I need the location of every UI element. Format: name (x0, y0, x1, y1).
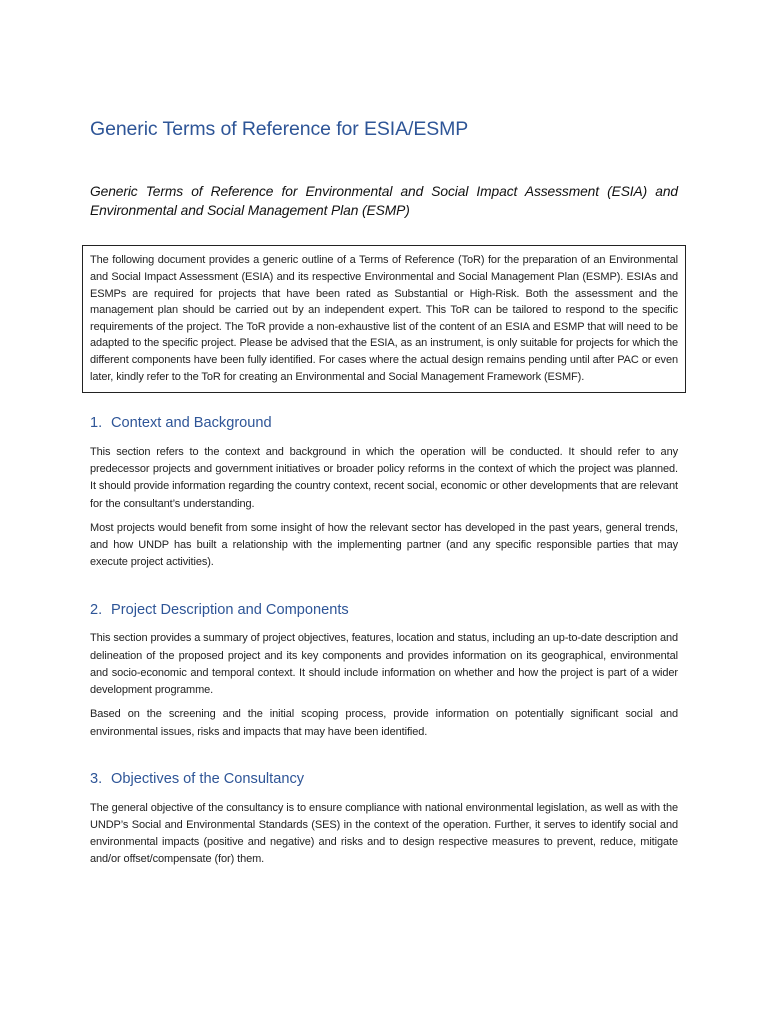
section-heading (90, 602, 678, 620)
section-context-background (90, 415, 678, 572)
section-number: 1. (90, 415, 103, 432)
intro-box: The following document provides a generic outline of a Terms of Reference (ToR) for the preparation of an Environmental and Social Impact Assessment (ESIA) and its respective Environmental and Social Management Plan (ESMP). ESIAs and ESMPs are required for projects that have been rated as Substantial or High-Risk. Both the assessment and the management plan should be carried out by an independent expert. This ToR can be tailored to respond to the specific requirements of the project. The ToR provide a non-exhaustive list of the content of an ESIA and ESMP that will need to be adapted to the specific project. Please be advised that the ESIA, as an instrument, is only suitable for projects for which the different components have been fully identified. For cases where the actual design remains pending until after PAC or even later, kindly refer to the ToR for creating an Environmental and Social Management Framework (ESMF). (82, 245, 686, 393)
section-heading-text: Context and Background (111, 415, 272, 432)
section-heading-text: Project Description and Components (111, 601, 349, 618)
paragraph: The general objective of the consultancy is to ensure compliance with national environmental legislation, as well as with the UNDP’s Social and Environmental Standards (SES) in the context of the operation. Further, it serves to identify social and environmental impacts (positive and negative) and risks and to design respective measures to prevent, reduce, mitigate and/or offset/compensate (for) them. (90, 801, 678, 866)
document-subtitle: Generic Terms of Reference for Environmental and Social Impact Assessment (ESIA) and Environmental and Social Management Plan (ESMP) (90, 184, 678, 218)
paragraph: Most projects would benefit from some insight of how the relevant sector has developed in the past years, general trends, and how UNDP has built a relationship with the implementing partner (and any specific responsible parties that may execute project activities). (90, 521, 678, 569)
section-heading-text: Objectives of the Consultancy (111, 771, 305, 787)
document-title: Generic Terms of Reference for ESIA/ESMP (90, 118, 469, 140)
section-objectives (90, 771, 678, 869)
document-content (90, 118, 678, 899)
paragraph: Based on the screening and the initial scoping process, provide information on potentially significant social and environmental issues, risks and impacts that may have been identified. (90, 708, 678, 738)
section-heading (90, 415, 678, 433)
section-number: 2. (90, 601, 103, 618)
section-number: 3. (90, 771, 103, 787)
section-heading (90, 771, 678, 789)
paragraph: This section provides a summary of project objectives, features, location and status, including an up-to-date description and delineation of the proposed project and its key components and provides information on its geographical, environmental and socio-economic and temporal context. It should include information on whether and how the project is part of a wider development programme. (90, 632, 678, 697)
section-project-description (90, 602, 678, 741)
paragraph: This section refers to the context and background in which the operation will be conducted. It should refer to any predecessor projects and government initiatives or broader policy reforms in the context of which the project was planned. It should provide information regarding the country context, recent social, economic or other developments that are relevant for the consultant’s understanding. (90, 445, 678, 510)
